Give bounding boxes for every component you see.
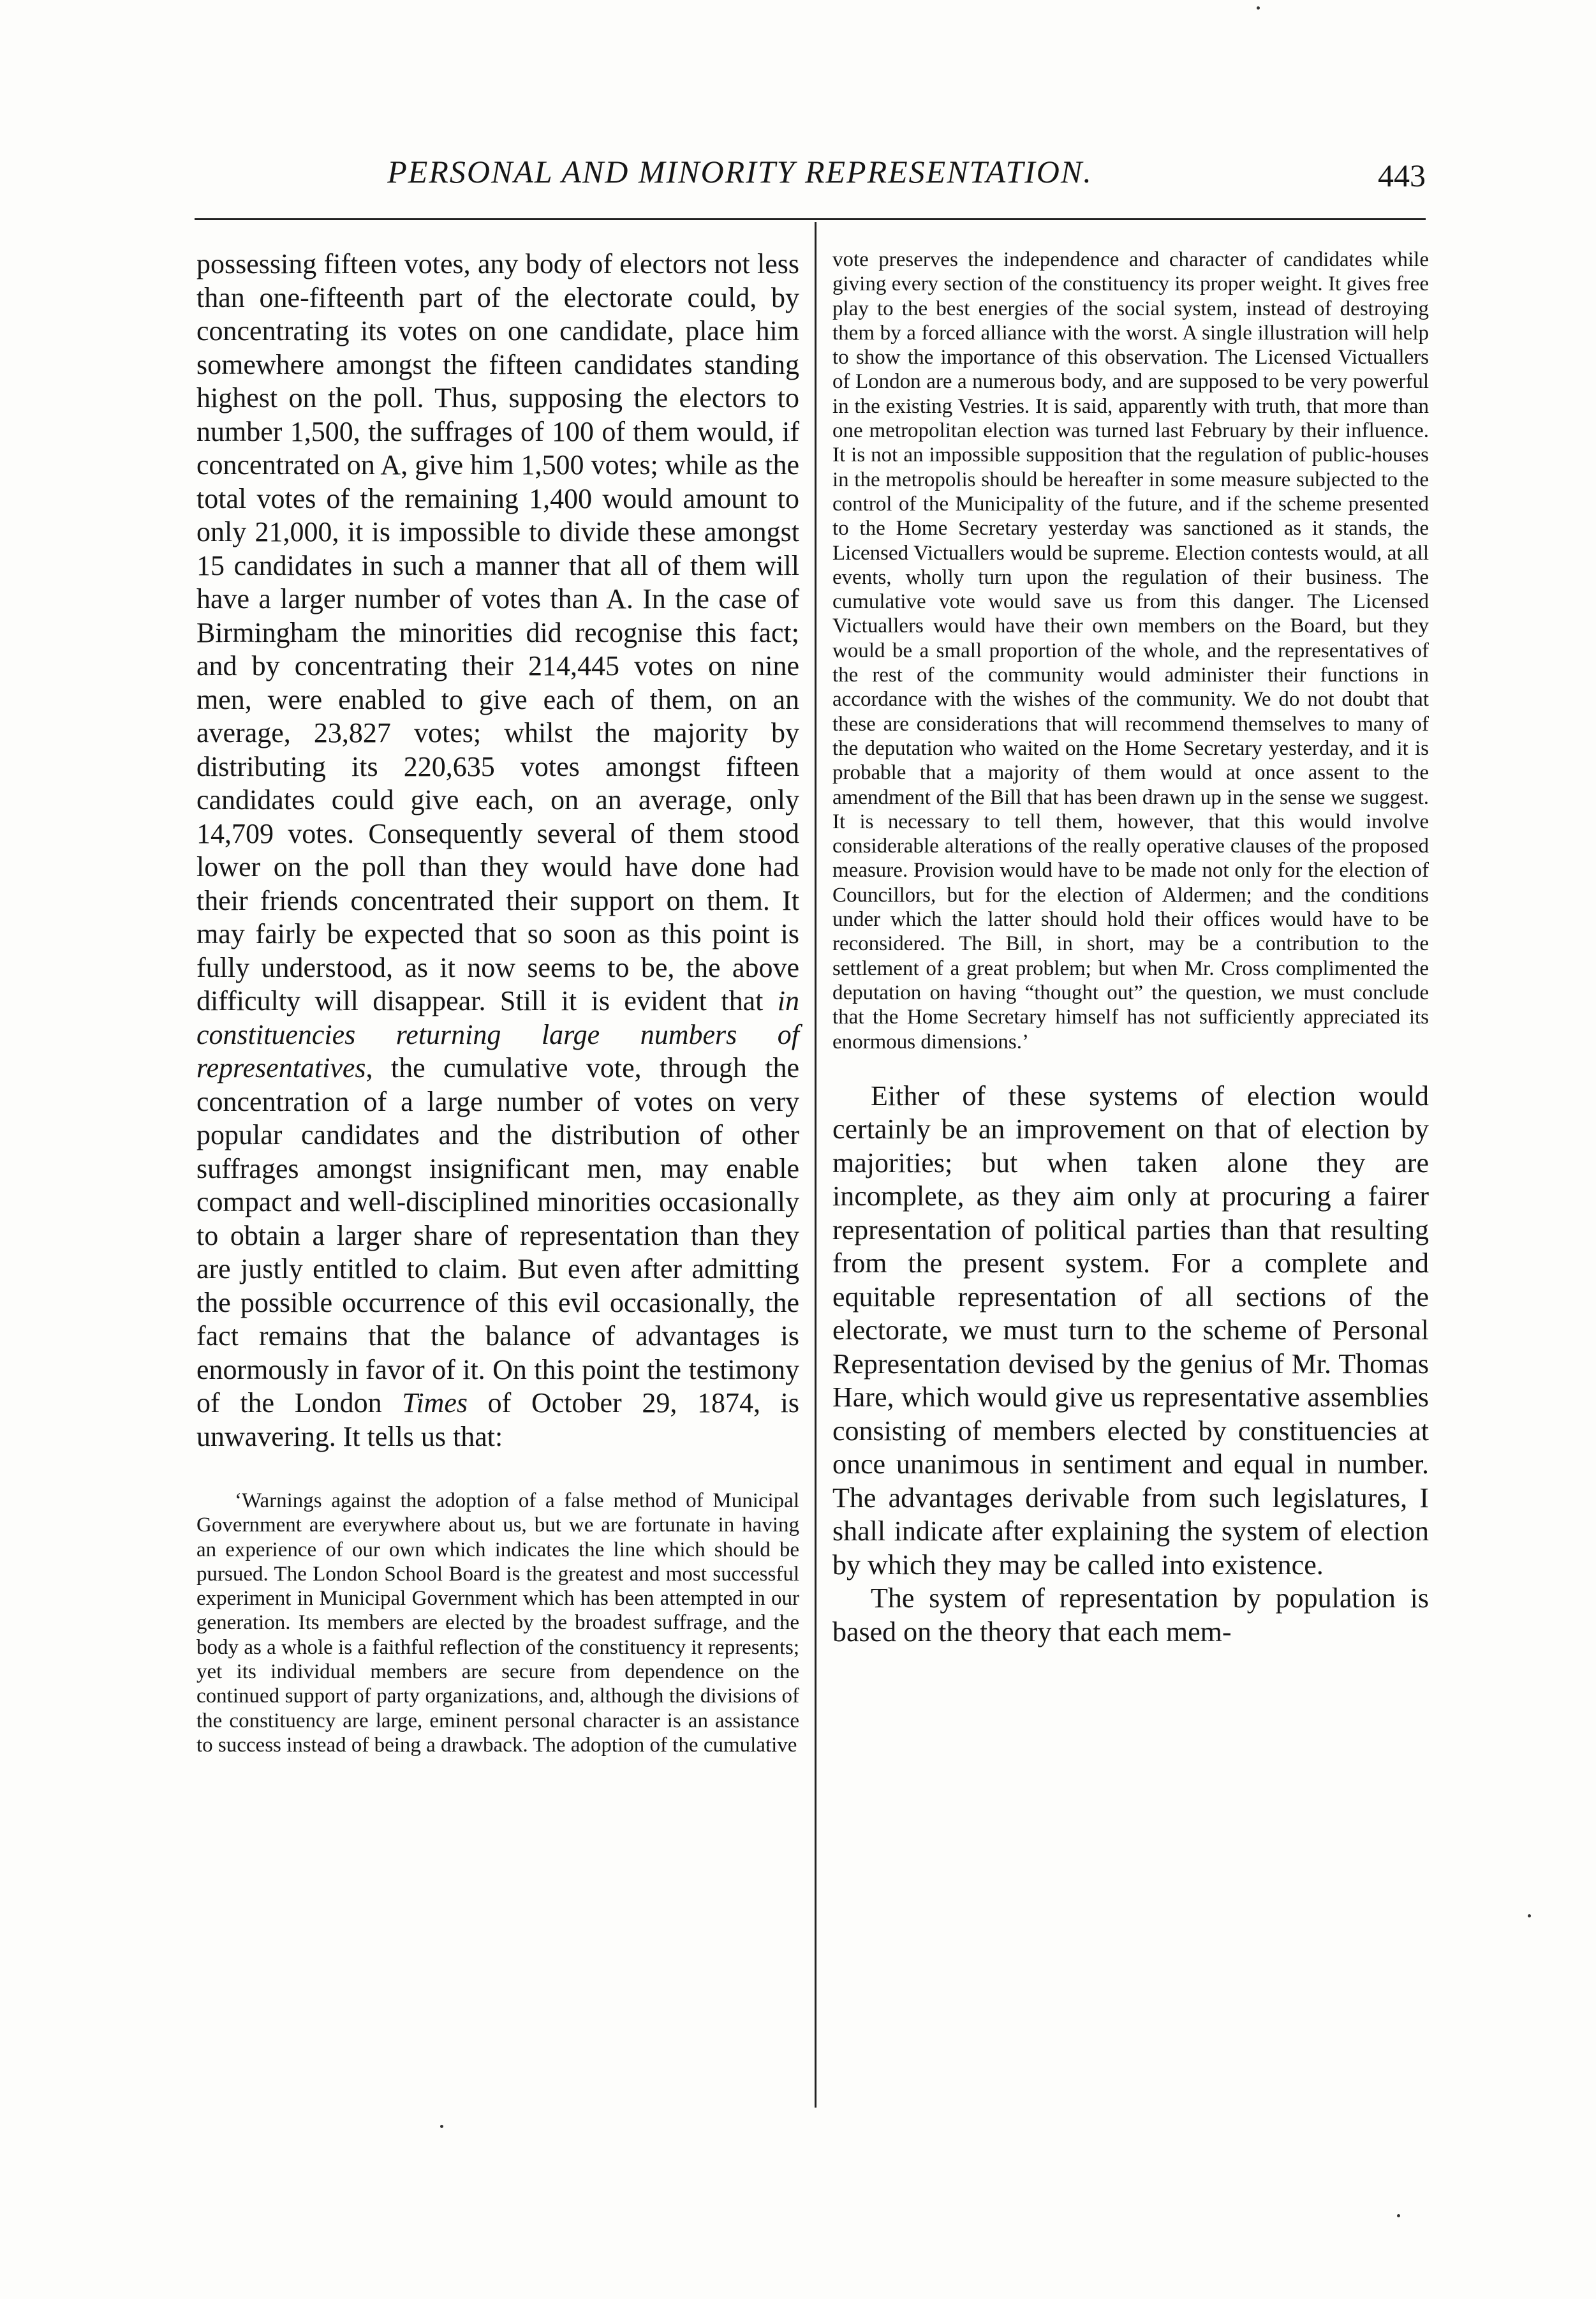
header-rule [195, 218, 1426, 220]
print-speck [1257, 6, 1260, 10]
right-body-paragraph-1: Either of these systems of election would certainly be an improvement on that of election by majorities; but when taken alone they are incomplete, as they aim only at procuring a fairer representation of political parties than that resulting from the present system. For a complete and equitable representation of all sections of the electorate, we must turn to the scheme of Personal Representation devised by the genius of Mr. Thomas Hare, which would give us representative assemblies consisting of members elected by constituencies at once unanimous in sentiment and equal in number. The advantages derivable from such legislatures, I shall indicate after explaining the system of election by which they may be called into existence. [832, 1080, 1429, 1581]
left-body-paragraph [196, 248, 799, 1454]
print-speck [1397, 2214, 1400, 2217]
times-italic: Times [402, 1387, 468, 1418]
column-divider [815, 222, 816, 2108]
left-body-text: possessing fifteen votes, any body of electors not less than one-fifteenth part of the electorate could, by concentrating its votes on one candidate, place him somewhere amongst the fifteen candidates standing highest on the poll. Thus, supposing the electors to number 1,500, the suffrages of 100 of them would, if concentrated on A, give him 1,500 votes; while as the total votes of the remaining 1,400 would amount to only 21,000, it is impossible to divide these amongst 15 candidates in such a manner that all of them will have a larger number of votes than A. In the case of Birmingham the minorities did recognise this fact; and by concentrating their 214,445 votes on nine men, were enabled to give each of them, on an average, 23,827 votes; whilst the majority by distributing its 220,635 votes amongst fifteen candidates could give each, on an average, only 14,709 votes. Consequently several of them stood lower on the poll than they would have done had their friends concentrated their support on them. It may fairly be expected that so soon as this point is fully understood, as it now seems to be, the above difficulty will disappear. Still it is evident that [196, 248, 799, 1016]
left-body-text-end: of October 29, 1874, is unwavering. It tells us that: [196, 1387, 800, 1452]
left-column [196, 248, 799, 1757]
right-column [832, 248, 1429, 1649]
quote-continuation: vote preserves the independence and character of candidates while giving every section of the constituency its proper weight. It gives free play to the best energies of the social system, instead of destroying them by a forced alliance with the worst. A single illustration will help to show the importance of this observation. The Licensed Victuallers of London are a numerous body, and are supposed to be very powerful in the existing Vestries. It is said, apparently with truth, that more than one metropolitan election was turned last February by their influence. It is not an impossible supposition that the regulation of public-houses in the metropolis should be hereafter in some measure subjected to the control of the Municipality of the future, and if the scheme presented to the Home Secretary yesterday was sanctioned as it stands, the Licensed Victuallers would be supreme. Election contests would, at all events, wholly turn upon the regulation of their business. The cumulative vote would save us from this danger. The Licensed Victuallers would have their own members on the Board, but they would be a small proportion of the whole, and the representatives of the rest of the community would administer their functions in accordance with the wishes of the community. We do not doubt that these are considerations that will recommend themselves to many of the deputation who waited on the Home Secretary yesterday, and it is probable that a majority of them would at once assent to the amendment of the Bill that has been drawn up in the sense we suggest. It is necessary to tell them, however, that this would involve considerable alterations of the really operative clauses of the proposed measure. Provision would have to be made not only for the election of Councillors, but for the election of Aldermen; and the conditions under which the latter should hold their offices would have to be reconsidered. The Bill, in short, may be a contribution to the settlement of a great problem; but when Mr. Cross complimented the deputation on having “thought out” the question, we must conclude that the Home Secretary himself has not sufficiently appreciated its enormous dimensions.’ [832, 248, 1429, 1053]
quote-start: ‘Warnings against the adoption of a false method of Municipal Government are everywhere about us, but we are fortunate in having an experience of our own which indicates the line which should be pursued. The London School Board is the greatest and most successful experiment in Municipal Government which has been attempted in our generation. Its members are elected by the broadest suffrage, and the body as a whole is a faithful reflection of the constituency it represents; yet its individual members are secure from dependence on the continued support of party organizations, and, although the divisions of the constituency are large, eminent personal character is an assistance to success instead of being a drawback. The adoption of the cumulative [196, 1489, 799, 1757]
running-title: PERSONAL AND MINORITY REPRESENTATION. [387, 154, 1093, 190]
left-body-text-cont: , the cumulative vote, through the concentration of a large number of votes on very popular candidates and the distribution of other suffrages amongst insignificant men, may enable compact and well-disciplined minorities occasionally to obtain a larger share of representation than they are justly entitled to claim. But even after admitting the possible occurrence of this evil occasionally, the fact remains that the balance of advantages is enormously in favor of it. On this point the testimony of the London [196, 1052, 799, 1418]
right-body-paragraph-2: The system of representation by population is based on the theory that each mem- [832, 1582, 1429, 1648]
page-number: 443 [1378, 158, 1426, 193]
print-speck [1528, 1914, 1531, 1917]
running-head [198, 148, 1438, 199]
left-body-italic: in constituencies returning large numbers of representatives [196, 985, 800, 1083]
print-speck [440, 2125, 443, 2128]
